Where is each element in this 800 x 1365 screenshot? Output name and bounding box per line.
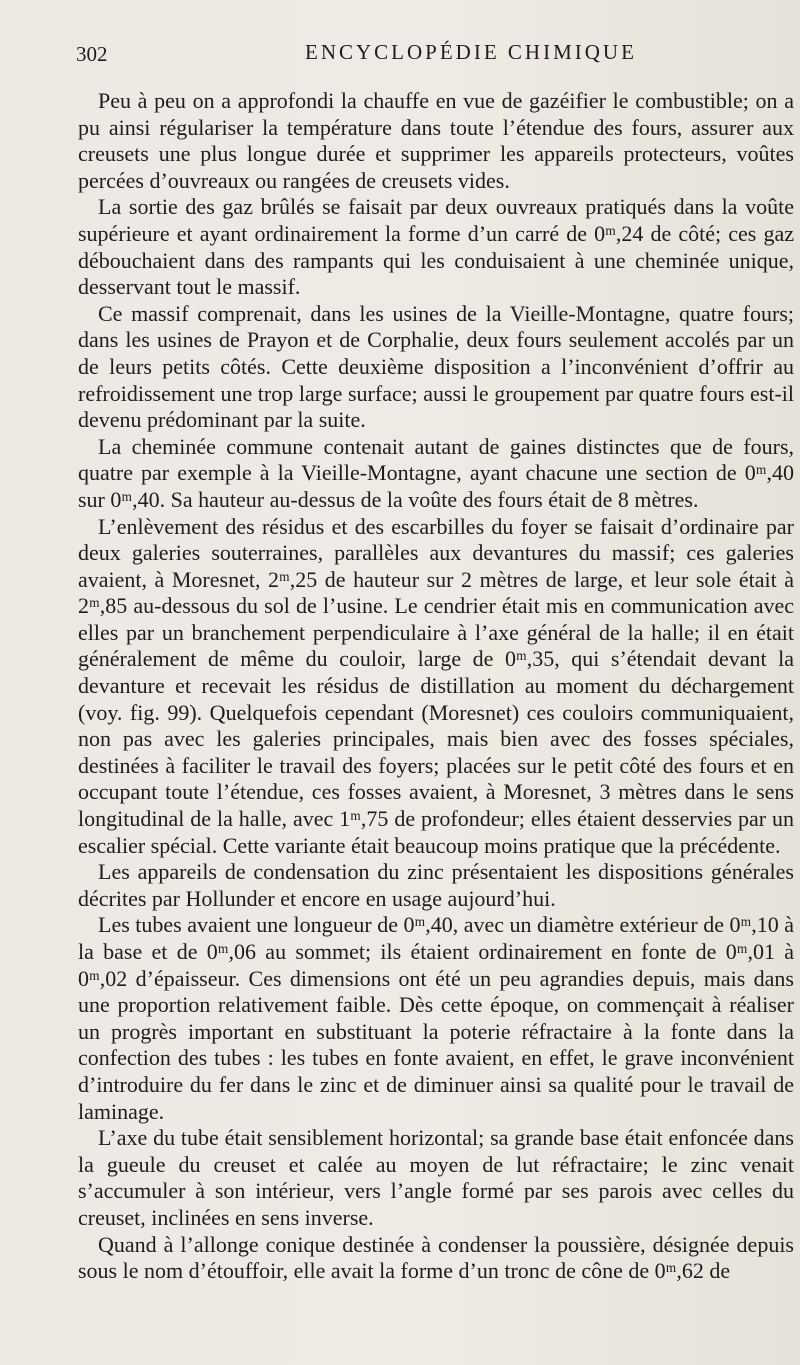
paragraph-3: Ce massif comprenait, dans les usines de la Vieille-Montagne, quatre fours; dans les usines de Prayon et de Corphalie, deux fours seulement accolés par un de leurs petits côtés. Cette deuxième disposition a l’inconvénient d’offrir au refroidissement une trop large surface; aussi le groupement par quatre fours est-il devenu prédominant par la suite. [78, 300, 794, 433]
paragraph-2: La sortie des gaz brûlés se faisait par deux ouvreaux pratiqués dans la voûte supérieure et ayant ordinairement la forme d’un carré de 0ᵐ,24 de côté; ces gaz débouchaient dans des rampants qui les conduisaient à une cheminée unique, desservant tout le massif. [78, 194, 794, 300]
paragraph-5: L’enlèvement des résidus et des escarbilles du foyer se faisait d’ordinaire par deux galeries souterraines, parallèles aux devantures du massif; ces galeries avaient, à Moresnet, 2ᵐ,25 de hauteur sur 2 mètres de large, et leur sole était à 2ᵐ,85 au-dessous du sol de l’usine. Le cendrier était mis en communication avec elles par un branchement perpendiculaire à l’axe général de la halle; il en était généralement de même du couloir, large de 0ᵐ,35, qui s’étendait devant la devanture et recevait les résidus de distillation au moment du déchargement (voy. fig. 99). Quelquefois cependant (Moresnet) ces couloirs communiquaient, non pas avec les galeries principales, mais bien avec des fosses spéciales, destinées à faciliter le travail des foyers; placées sur le petit côté des fours et en occupant toute l’étendue, ces fosses avaient, à Moresnet, 3 mètres dans le sens longitudinal de la halle, avec 1ᵐ,75 de profondeur; elles étaient desservies par un escalier spécial. Cette variante était beaucoup moins pratique que la précédente. [78, 513, 794, 858]
paragraph-8: L’axe du tube était sensiblement horizontal; sa grande base était enfoncée dans la gueule du creuset et calée au moyen de lut réfractaire; le zinc venait s’accumuler à son intérieur, vers l’angle formé par ses parois avec celles du creuset, inclinées en sens inverse. [78, 1125, 794, 1230]
body-text [78, 88, 794, 1285]
running-header [0, 40, 800, 70]
paragraph-9: Quand à l’allonge conique destinée à condenser la poussière, désignée depuis sous le nom d’étouffoir, elle avait la forme d’un tronc de cône de 0ᵐ,62 de [78, 1231, 794, 1284]
page-number: 302 [76, 42, 108, 66]
running-title: ENCYCLOPÉDIE CHIMIQUE [305, 40, 637, 64]
paragraph-7: Les tubes avaient une longueur de 0ᵐ,40, avec un diamètre extérieur de 0ᵐ,10 à la base et de 0ᵐ,06 au sommet; ils étaient ordinairement en fonte de 0ᵐ,01 à 0ᵐ,02 d’épaisseur. Ces dimensions ont été un peu agrandies depuis, mais dans une proportion relativement faible. Dès cette époque, on commençait à réaliser un progrès important en substituant la poterie réfractaire à la fonte dans la confection des tubes : les tubes en fonte avaient, en effet, le grave inconvénient d’introduire du fer dans le zinc et de diminuer ainsi sa qualité pour le travail de laminage. [78, 912, 794, 1124]
paragraph-4: La cheminée commune contenait autant de gaines distinctes que de fours, quatre par exemple à la Vieille-Montagne, ayant chacune une section de 0ᵐ,40 sur 0ᵐ,40. Sa hauteur au-dessus de la voûte des fours était de 8 mètres. [78, 433, 794, 512]
paragraph-1: Peu à peu on a approfondi la chauffe en vue de gazéifier le combustible; on a pu ainsi régulariser la température dans toute l’étendue des fours, assurer aux creusets une plus longue durée et supprimer les appareils protecteurs, voûtes percées d’ouvreaux ou rangées de creusets vides. [78, 88, 794, 193]
paragraph-6: Les appareils de condensation du zinc présentaient les dispositions générales décrites par Hollunder et encore en usage aujourd’hui. [78, 859, 794, 911]
